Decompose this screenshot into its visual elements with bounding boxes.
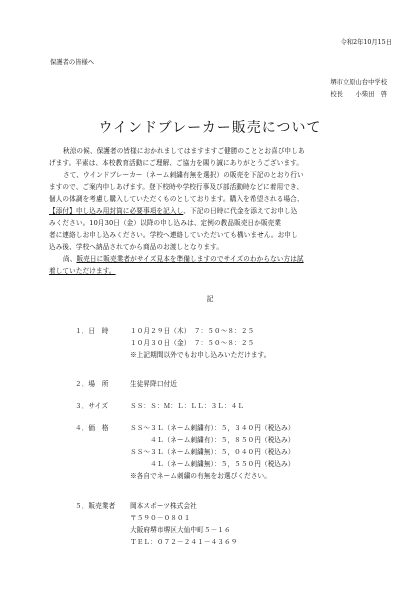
paragraph-line: 者に連絡しお申し込みください。学校へ連絡していただいても構いません。お申し (49, 231, 298, 239)
place-label: ２．場 所 (75, 380, 109, 388)
school-name: 堺市立原山台中学校 (330, 79, 387, 86)
datetime-line-2: １０月３０日（金） ７：５０～８：２５ (130, 339, 255, 347)
document-title: ウインドブレーカー販売について (98, 120, 322, 136)
ki-heading: 記 (206, 295, 214, 303)
price-note: ※各自でネーム刺繍の有無をお選びください。 (130, 472, 271, 480)
place-value: 生徒昇降口付近 (130, 380, 177, 388)
paragraph-line: みください。10月30日（金）以降の申し込みは、定例の教品販売日か販売業 (49, 219, 282, 227)
paragraph-line: 秋涼の候、保護者の皆様におかれましてはますますご健勝のこととお喜び申しあ (63, 147, 305, 155)
paragraph-line: ますので、ご案内申しあげます。登下校時や学校行事及び部活動時などに着用でき、 (49, 183, 304, 191)
price-row: ４Ｌ（ネーム刺繍有）：５，８５０円（税込み） (130, 436, 295, 444)
size-label: ３．サイズ (75, 402, 109, 410)
paragraph-line: 着していただけます。 (49, 267, 116, 275)
vendor-label: ５．販売業者 (75, 502, 116, 510)
datetime-line-1: １０月２９日（木） ７：５０～８：２５ (130, 327, 255, 335)
datetime-label: １．日 時 (75, 327, 109, 335)
price-row: ４Ｌ（ネーム刺繍無）：５，５５０円（税込み） (130, 460, 295, 468)
paragraph-line (49, 253, 379, 265)
datetime-note: ※上記期間以外でもお申し込みいただけます。 (130, 351, 271, 359)
paragraph-line: さて、ウインドブレーカー（ネーム刺繍有無を選択）の販売を下記のとおり行い (63, 171, 304, 179)
price-row: ＳＳ～３Ｌ（ネーム刺繍有）：５，３４０円（税込み） (130, 424, 295, 432)
price-label: ４．価 格 (75, 424, 109, 432)
vendor-zip: 〒５９０－０８０１ (130, 514, 191, 522)
attachment-bracket: 【添付】 (49, 207, 76, 215)
paragraph-line: げます。平素は、本校教育活動にご理解、ご協力を賜り誠にありがとうございます。 (49, 159, 304, 167)
instruction-rest: 、下記の日時に代金を添えてお申し込 (183, 207, 298, 215)
paragraph-line: 込み後、学校へ納品されてから商品のお渡しとなります。 (49, 243, 224, 251)
price-row: ＳＳ～３Ｌ（ネーム刺繍無）：５，０４０円（税込み） (130, 448, 295, 456)
vendor-name: 岡本スポーツ株式会社 (130, 502, 197, 510)
addressee: 保護者の皆様へ (50, 59, 95, 66)
underlined-note: 販売日に販売業者がサイズ見本を準備しますのでサイズのわからない方は試 (76, 255, 304, 263)
size-value: ＳＳ：Ｓ：Ｍ：Ｌ：ＬＬ：３Ｌ：４Ｌ (130, 402, 245, 410)
paragraph-line: 個人の体調を考慮し購入していただくものとしております。購入を希望される場合、 (49, 195, 304, 203)
body-text (49, 145, 379, 277)
vendor-address: 大阪府堺市堺区大仙中町５－１６ (130, 526, 231, 534)
underlined-instruction: 申し込み用封筒に必要事項を記入し (75, 207, 184, 215)
note-prefix: 尚、 (63, 255, 77, 263)
issue-date: 令和2年10月15日 (340, 39, 392, 46)
paragraph-line (49, 205, 379, 217)
principal-name: 校長 小柴田 啓 (330, 91, 387, 98)
vendor-tel: ＴＥＬ：０７２－２４１－４３６９ (130, 538, 238, 546)
